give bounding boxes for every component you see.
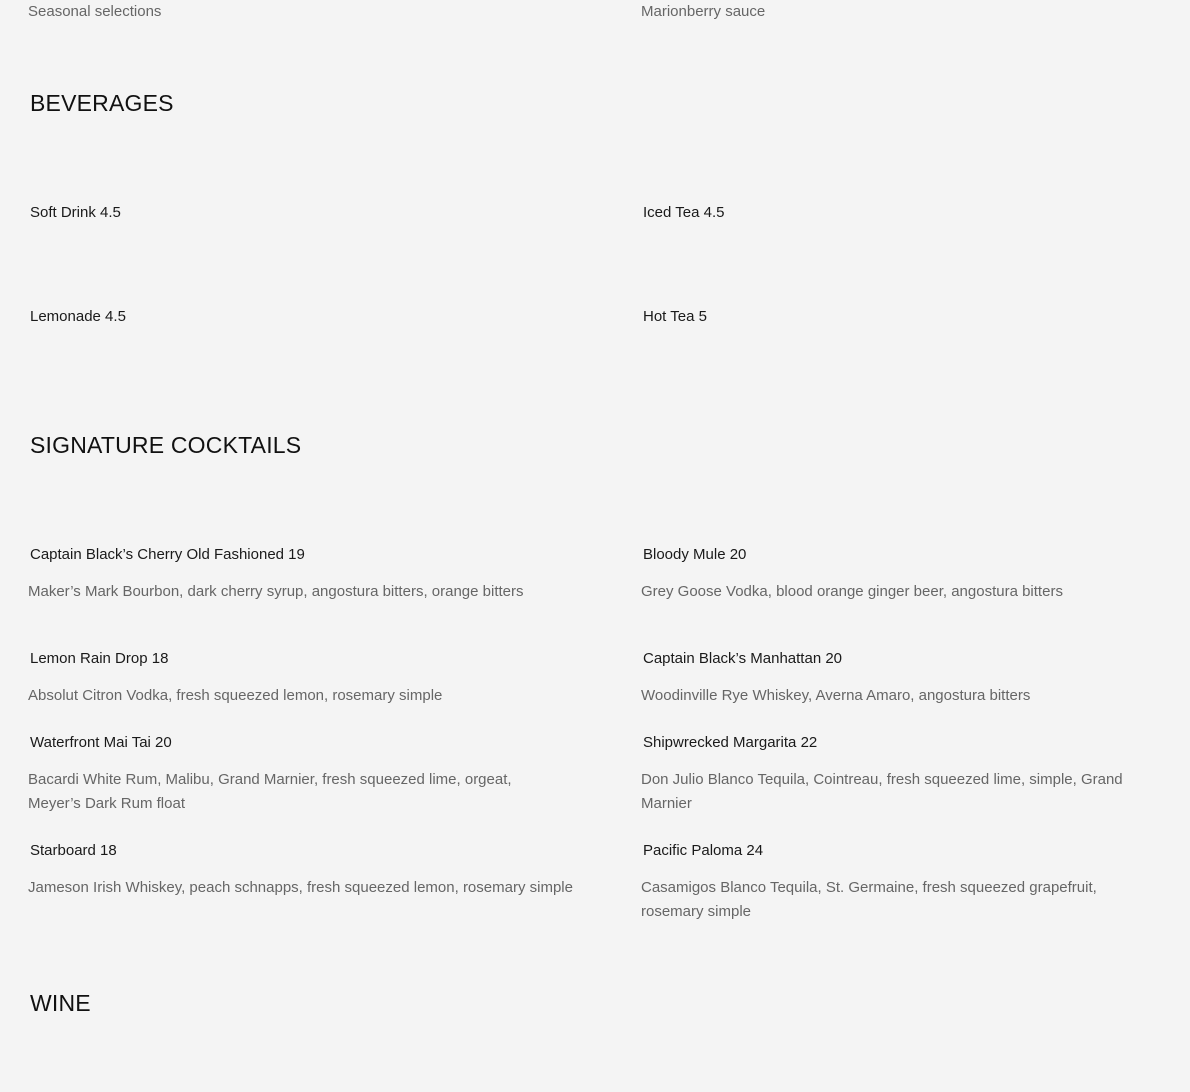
- cocktail-item-description: Grey Goose Vodka, blood orange ginger beer, angostura bitters: [641, 583, 1063, 600]
- cocktail-item-name: Captain Black’s Cherry Old Fashioned 19: [30, 546, 305, 563]
- beverage-item-name: Hot Tea 5: [643, 308, 707, 325]
- cocktail-item-name: Captain Black’s Manhattan 20: [643, 650, 843, 667]
- cocktail-item-description: Woodinville Rye Whiskey, Averna Amaro, angostura bitters: [641, 687, 1031, 704]
- cocktail-item-name: Shipwrecked Margarita 22: [643, 734, 818, 751]
- cocktail-item-name: Starboard 18: [30, 842, 117, 859]
- cocktail-item-description: Casamigos Blanco Tequila, St. Germaine, fresh squeezed grapefruit, rosemary simple: [641, 879, 1097, 920]
- top-left-description: Seasonal selections: [28, 3, 162, 20]
- cocktail-item-description: Don Julio Blanco Tequila, Cointreau, fresh squeezed lime, simple, Grand Marnier: [641, 771, 1123, 812]
- cocktail-item-description: Absolut Citron Vodka, fresh squeezed lemon, rosemary simple: [28, 687, 443, 704]
- section-title-beverages: BEVERAGES: [30, 90, 174, 116]
- section-title-signature-cocktails: SIGNATURE COCKTAILS: [30, 432, 302, 458]
- cocktail-item-description: Jameson Irish Whiskey, peach schnapps, fresh squeezed lemon, rosemary simple: [28, 879, 573, 896]
- cocktail-item-description: Maker’s Mark Bourbon, dark cherry syrup, angostura bitters, orange bitters: [28, 583, 524, 600]
- beverage-item-name: Soft Drink 4.5: [30, 204, 121, 221]
- cocktail-item-name: Lemon Rain Drop 18: [30, 650, 169, 667]
- beverage-item-name: Lemonade 4.5: [30, 308, 126, 325]
- top-right-description: Marionberry sauce: [641, 3, 766, 20]
- cocktail-item-name: Waterfront Mai Tai 20: [30, 734, 172, 751]
- cocktail-item-description: Bacardi White Rum, Malibu, Grand Marnier, fresh squeezed lime, orgeat, Meyer’s Dark Rum float: [28, 771, 512, 812]
- section-title-wine: WINE: [30, 990, 91, 1016]
- cocktail-item-name: Bloody Mule 20: [643, 546, 747, 563]
- beverage-item-name: Iced Tea 4.5: [643, 204, 725, 221]
- cocktail-item-name: Pacific Paloma 24: [643, 842, 764, 859]
